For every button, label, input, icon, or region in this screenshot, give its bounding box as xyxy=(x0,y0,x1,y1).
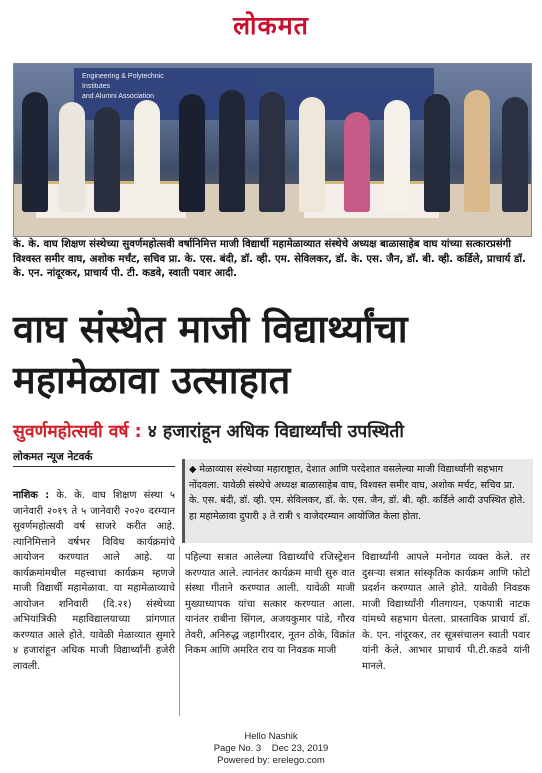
person-figure xyxy=(134,100,160,212)
powered-by: Powered by: erelego.com xyxy=(217,755,325,766)
person-figure xyxy=(502,97,528,212)
subheadline-label: सुवर्णमहोत्सवी वर्ष : xyxy=(13,422,142,442)
byline-divider xyxy=(13,466,175,467)
person-figure xyxy=(464,90,490,212)
headline-line-2: महामेळावा उत्साहात xyxy=(13,358,291,402)
edition-name: Hello Nashik xyxy=(244,731,298,742)
person-figure xyxy=(299,97,325,212)
photo-caption: के. के. वाघ शिक्षण संस्थेच्या सुवर्णमहोत्सवी वर्षानिमित्त माजी विद्यार्थी महामेळाव्यात संस्थेचे अध्यक्ष बाळासाहेब वाघ यांच्या सत्कारप्रसंगी विश्वस्त समीर वाघ, अशोक मर्चंट, सचिव प्रा. के. एस. बंदी, डॉ. व्ही. एम. सेविलकर, डॉ. के. एस. जैन, डॉ. बी. व्ही. कर्डिले, प्राचार्य डॉ. के. एन. नांदूरकर, प्राचार्य पी. टी. कडवे, स्वाती पवार आदी. xyxy=(13,239,526,279)
article-column-1 xyxy=(13,488,175,674)
column-2-text: पहिल्या सत्रात आलेल्या विद्यार्थ्यांचे रजिस्ट्रेशन करण्यात आले. त्यानंतर कार्यक्रम माची सुरु वात संस्था गीताने करण्यात आली. यावेळी माजी मुख्याध्यापक यांचा सत्कार करण्यात आला. यानंतर राबीना सिंगल, अजयकुमार पांडे, गौरव तेवरी, अनिरुद्ध जहागीरदार, नूतन ठोके, विक्रांत निकम आणि अमरित राय या निवडक माजी xyxy=(185,552,355,656)
person-figure xyxy=(424,94,450,212)
article-column-2 xyxy=(185,550,355,659)
person-figure xyxy=(344,112,370,212)
column-1-text: के. के. वाघ शिक्षण संस्था ५ जानेवारी २०१९ ते ५ जानेवारी २०२० दरम्यान सुवर्णमहोत्सवी वर्ष साजरे करीत आहे. त्यानिमित्ताने वर्षभर विविध कार्यक्रमांचे आयोजन करण्यात आले आहे. या कार्यक्रमांमधील महत्त्वाचा कार्यक्रम म्हणजे माजी विद्यार्थी महामेळावा. या महामेळाव्याचे आयोजन शनिवारी (दि.२१) संस्थेच्या अभियांत्रिकी महाविद्यालयाच्या प्रांगणात करण्यात आले होते. यावेळी मेळाव्यात सुमारे ४ हजारांहून अधिक माजी विद्यार्थ्यांनी हजेरी लावली. xyxy=(13,490,175,672)
headline xyxy=(13,304,533,406)
person-figure xyxy=(259,92,285,212)
banner-line-1: Engineering & Polytechnic xyxy=(82,73,164,80)
highlight-text: ◆ मेळाव्यास संस्थेच्या महाराष्ट्रात, देशात आणि परदेशात वसलेल्या माजी विद्यार्थ्यांनी सहभाग नोंदवला. यावेळी संस्थेचे अध्यक्ष बाळासाहेब वाघ, विश्वस्त समीर वाघ, अशोक मर्चंट, सचिव प्रा. के. एस. बंदी, डॉ. व्ही. एम. सेविलकर, डॉ. के. एस. जैन, डॉ. बी. व्ही. कर्डिले आदी उपस्थित होते. हा महामेळावा दुपारी ३ ते रात्री ९ वाजेदरम्यान आयोजित केला होता. xyxy=(189,464,526,522)
banner-line-2: Institutes xyxy=(82,83,111,90)
newspaper-masthead: लोकमत xyxy=(233,11,309,40)
column-3-text: विद्यार्थ्यांनी आपले मनोगत व्यक्त केले. तर दुसऱ्या सत्रात सांस्कृतिक कार्यक्रम आणि फोटो प्रदर्शन करण्यात आले होते. यावेळी निवडक माजी विद्यार्थ्यांनी गीतगायन, एकपात्री नाटक यांमध्ये सहभाग घेतला. प्रास्ताविक प्राचार्य डॉ. के. एन. नांदूरकर, तर सूत्रसंचालन स्वाती पवार यांनी केले. आभार प्राचार्य पी.टी.कडवे यांनी मानले. xyxy=(362,552,530,672)
dateline: नाशिक : xyxy=(13,490,50,501)
article-column-3 xyxy=(362,550,530,674)
banner-line-3: and Alumni Association xyxy=(82,93,154,100)
page-and-date: Page No. 3 Dec 23, 2019 xyxy=(213,743,329,754)
stage-banner xyxy=(74,68,434,120)
headline-line-1: वाघ संस्थेत माजी विद्यार्थ्यांचा xyxy=(13,307,408,351)
person-figure xyxy=(219,90,245,212)
byline: लोकमत न्यूज नेटवर्क xyxy=(13,451,93,463)
person-figure xyxy=(179,94,205,212)
person-figure xyxy=(94,107,120,212)
subheadline xyxy=(13,419,533,443)
person-figure xyxy=(59,102,85,212)
column-divider xyxy=(179,546,180,716)
person-figure xyxy=(22,92,48,212)
person-figure xyxy=(384,100,410,212)
event-photo xyxy=(13,63,532,237)
page-footer xyxy=(0,731,542,767)
subheadline-text: ४ हजारांहून अधिक विद्यार्थ्यांची उपस्थिती xyxy=(147,422,404,442)
